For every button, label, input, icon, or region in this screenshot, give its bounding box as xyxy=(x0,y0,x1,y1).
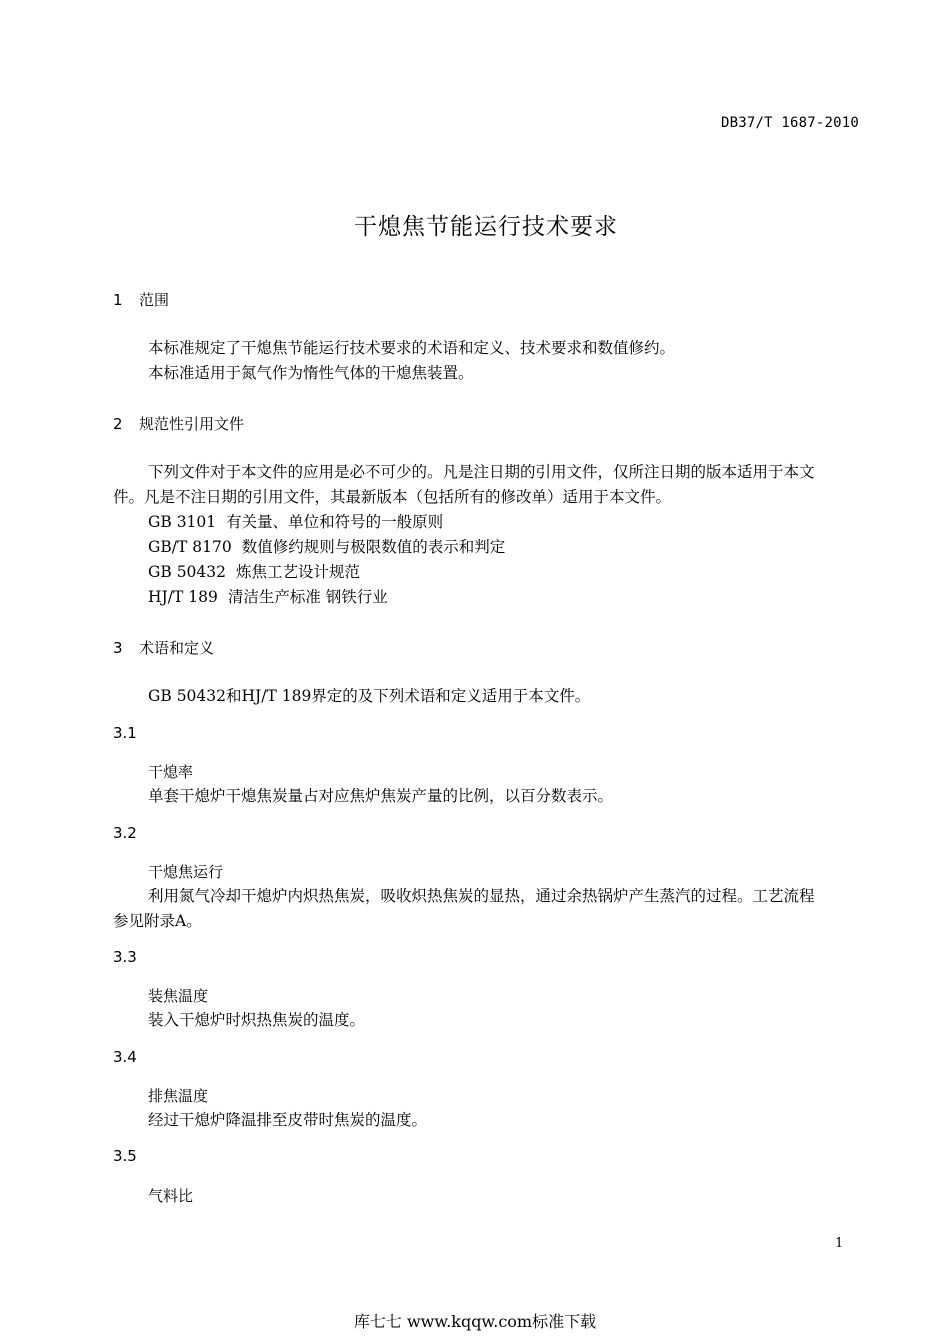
term-definition-line: 利用氮气冷却干熄炉内炽热焦炭，吸收炽热焦炭的显热，通过余热锅炉产生蒸汽的过程。工艺流程 xyxy=(148,887,815,905)
clause-number: 3.2 xyxy=(113,824,137,842)
reference-title: 有关量、单位和符号的一般原则 xyxy=(226,513,444,531)
term-name: 排焦温度 xyxy=(148,1087,209,1105)
page-title: 干熄焦节能运行技术要求 xyxy=(354,214,618,240)
reference-item xyxy=(148,535,505,557)
section-number: 2 xyxy=(113,415,123,433)
reference-code: GB 50432 xyxy=(148,563,227,581)
document-code: DB37/T 1687-2010 xyxy=(720,115,859,131)
section-title: 规范性引用文件 xyxy=(139,415,245,433)
clause-number: 3.4 xyxy=(113,1048,137,1066)
term-definition-line: 参见附录A。 xyxy=(113,912,202,930)
term-name: 干熄率 xyxy=(148,763,194,781)
term-definition: 装入干熄炉时炽热焦炭的温度。 xyxy=(148,1011,366,1029)
reference-title: 清洁生产标准 钢铁行业 xyxy=(227,588,388,606)
section-heading-normative-references xyxy=(113,413,244,434)
reference-item xyxy=(148,560,360,582)
section-heading-terms-definitions xyxy=(113,637,214,658)
section-title: 范围 xyxy=(139,291,170,309)
term-name: 装焦温度 xyxy=(148,987,209,1005)
paragraph: GB 50432和HJ/T 189界定的及下列术语和定义适用于本文件。 xyxy=(148,687,591,705)
paragraph: 本标准适用于氮气作为惰性气体的干熄焦装置。 xyxy=(148,364,474,382)
reference-code: HJ/T 189 xyxy=(148,588,218,606)
reference-code: GB 3101 xyxy=(148,513,217,531)
reference-item xyxy=(148,585,388,607)
clause-number: 3.3 xyxy=(113,948,137,966)
paragraph: 本标准规定了干熄焦节能运行技术要求的术语和定义、技术要求和数值修约。 xyxy=(148,339,676,357)
reference-code: GB/T 8170 xyxy=(148,538,232,556)
term-name: 干熄焦运行 xyxy=(148,863,224,881)
reference-title: 数值修约规则与极限数值的表示和判定 xyxy=(241,538,506,556)
section-title: 术语和定义 xyxy=(139,639,215,657)
page-number: 1 xyxy=(835,1236,844,1251)
section-heading-scope xyxy=(113,289,169,310)
paragraph-line: 下列文件对于本文件的应用是必不可少的。凡是注日期的引用文件，仅所注日期的版本适用于本文 xyxy=(148,463,815,481)
term-definition: 经过干熄炉降温排至皮带时焦炭的温度。 xyxy=(148,1111,428,1129)
section-number: 1 xyxy=(113,291,123,309)
term-definition: 单套干熄炉干熄焦炭量占对应焦炉焦炭产量的比例，以百分数表示。 xyxy=(148,787,614,805)
reference-title: 炼焦工艺设计规范 xyxy=(236,563,361,581)
clause-number: 3.5 xyxy=(113,1147,137,1165)
reference-item xyxy=(148,510,443,532)
clause-number: 3.1 xyxy=(113,724,137,742)
section-number: 3 xyxy=(113,639,123,657)
term-name: 气料比 xyxy=(148,1187,194,1205)
paragraph-line: 件。凡是不注日期的引用文件，其最新版本（包括所有的修改单）适用于本文件。 xyxy=(113,488,672,506)
footer-watermark: 库七七 www.kqqw.com标准下载 xyxy=(353,1312,597,1331)
